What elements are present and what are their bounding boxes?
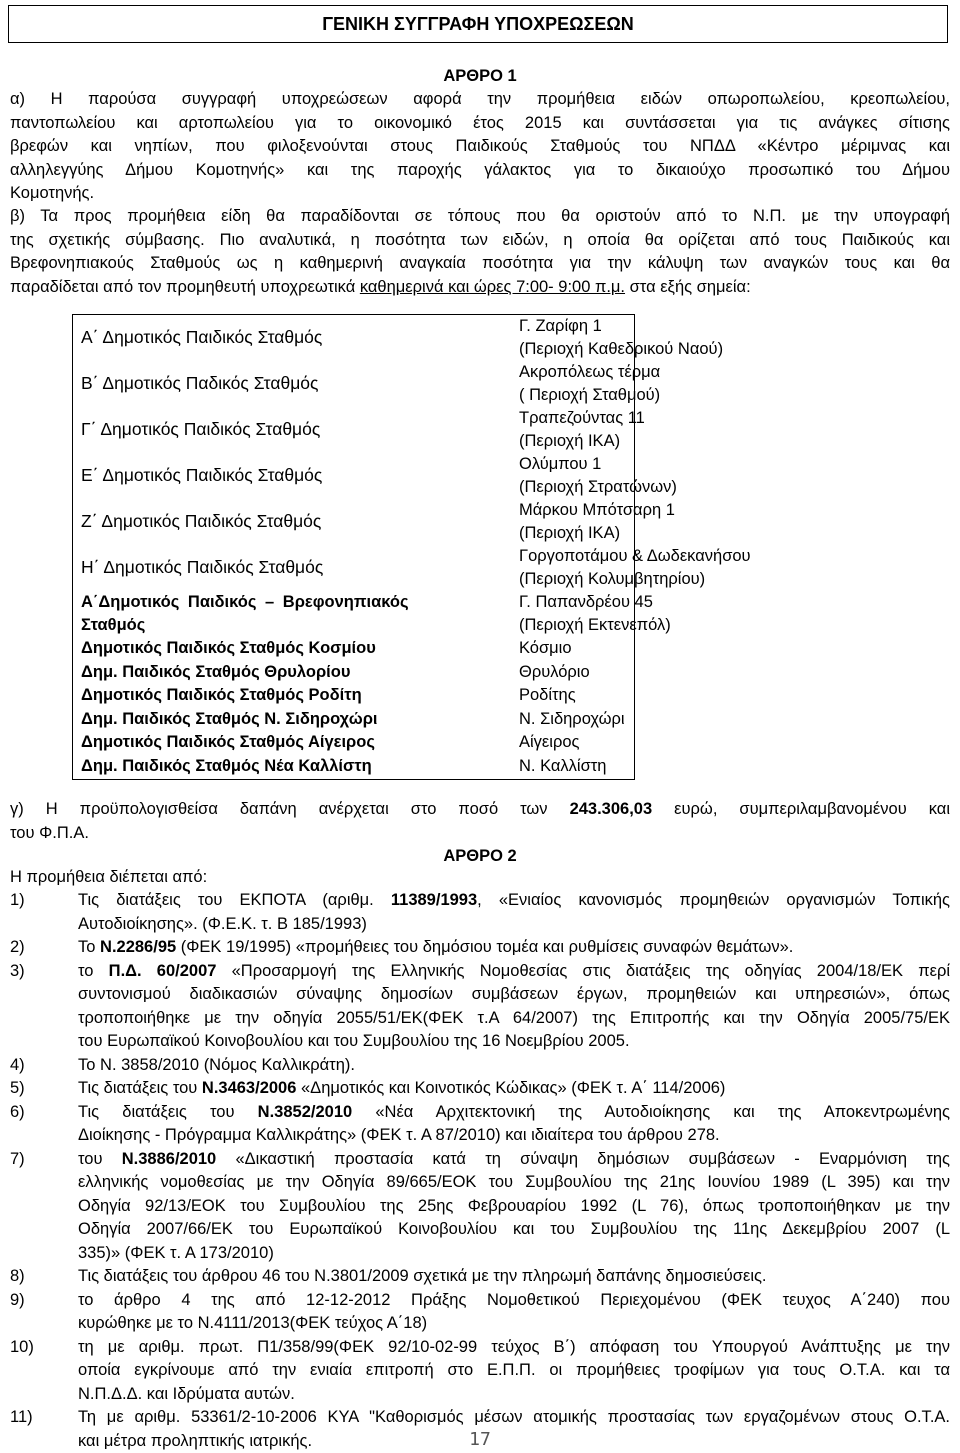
item-line [78,1101,950,1125]
item-line [78,1077,950,1101]
station-area: (Περιοχή Στρατώνων) [519,476,819,500]
station-address: Γ. Παπανδρέου 45 [519,591,819,615]
station-address: Ακροπόλεως τέρμα [519,361,819,385]
paragraph-a [10,88,950,206]
station-address: Μάρκου Μπότσαρη 1 [519,499,819,523]
paragraph-line: Κομοτηνής. [10,182,950,206]
text-run: στα εξής σημεία: [625,278,751,296]
paragraph-b [10,205,950,299]
station-area: (Περιοχή Κολυμβητηρίου) [519,568,819,592]
item-line: κυρώθηκε με το Ν.4111/2013(ΦΕΚ τεύχος Α΄18) [78,1312,950,1336]
text-run: το [78,962,109,980]
list-item [10,1077,950,1101]
station-place: Θρυλόριο [519,661,819,685]
station-name: Η΄ Δημοτικός Παιδικός Σταθμός [81,556,486,580]
article-1-heading: ΑΡΘΡΟ 1 [0,65,960,89]
station-name-cont: Σταθμός [81,614,486,638]
station-name: Δημοτικός Παιδικός Σταθμός Ροδίτη [81,684,486,708]
list-number: 7) [10,1148,25,1172]
station-name: Δημ. Παιδικός Σταθμός Νέα Καλλίστη [81,755,486,779]
list-item [10,1336,950,1407]
text-run: Τις διατάξεις του [78,1103,258,1121]
paragraph-line: παντοπωλείου και αρτοπωλείου για το οικονομικό έτος 2015 και συντάσσεται για τις ανάγκες σίτισης [10,112,950,136]
station-name: Δημ. Παιδικός Σταθμός Θρυλορίου [81,661,486,685]
text-run: (ΦΕΚ 19/1995) «προμήθειες του δημόσιου τομέα και ρυθμίσεις συναφών θεμάτων». [176,938,793,956]
station-area: (Περιοχή Καθεδρικού Ναού) [519,338,819,362]
list-item [10,1148,950,1266]
station-name: Α΄Δημοτικός Παιδικός – Βρεφονηπιακός [81,591,486,615]
text-run: Τις διατάξεις του ΕΚΠΟΤΑ (αριθμ. [78,891,391,909]
text-run: Τις διατάξεις του [78,1079,202,1097]
text-run: παραδίδεται από τον προμηθευτή υποχρεωτικά [10,278,360,296]
station-address: Τραπεζούντας 11 [519,407,819,431]
law-ref: 11389/1993 [391,891,477,909]
station-name: Α΄ Δημοτικός Παιδικός Σταθμός [81,326,486,350]
list-number: 10) [10,1336,34,1360]
paragraph-line: β) Τα προς προμήθεια είδη θα παραδίδονται σε τόπους που θα οριστούν από το Ν.Π. με την υπογραφή [10,205,950,229]
paragraph-line: αλληλεγγύης Δήμου Κομοτηνής» και της παροχής γάλακτος για το δικαιούχο προσωπικό του Δήμου [10,159,950,183]
paragraph-line [10,798,950,822]
law-ref: Ν.3886/2010 [122,1150,217,1168]
paragraph-line: της σχετικής σύμβασης. Πιο αναλυτικά, η ποσότητα των ειδών, η οποία θα ορίζεται από τους Παιδικούς και [10,229,950,253]
law-ref: Ν.3852/2010 [258,1103,353,1121]
item-line [78,936,950,960]
item-line: ελληνικής νομοθεσίας με την Οδηγία 89/665/ΕΟΚ του Συμβουλίου της 21ης Ιουνίου 1989 (L 395) και την [78,1171,950,1195]
station-name: Γ΄ Δημοτικός Παιδικός Σταθμός [81,418,486,442]
list-number: 6) [10,1101,25,1125]
list-item [10,1054,950,1078]
paragraph-line: α) Η παρούσα συγγραφή υποχρεώσεων αφορά την προμήθεια ειδών οπωροπωλείου, κρεοπωλείου, [10,88,950,112]
paragraph-line: Βρεφονηπιακούς Σταθμούς ως η καθημερινή αναγκαία ποσότητα για την κάλυψη των αναγκών τους και θα [10,252,950,276]
list-number: 1) [10,889,25,913]
station-place: Ροδίτης [519,684,819,708]
law-ref: Ν.2286/95 [100,938,176,956]
text-run: του [78,1150,122,1168]
station-area: (Περιοχή ΙΚΑ) [519,522,819,546]
list-number: 2) [10,936,25,960]
list-item [10,1265,950,1289]
law-ref: Π.Δ. 60/2007 [109,962,217,980]
text-run: , «Ενιαίος κανονισμός προμηθειών οργανισμών Τοπικής [477,891,950,909]
item-line: Τη με αριθμ. 53361/2-10-2006 ΚΥΑ "Καθορισμός μέσων ατομικής προστασίας των εργαζομένων στους Ο.Τ.Α. [78,1406,950,1430]
text-run: «Δημοτικός και Κοινοτικός Κώδικας» (ΦΕΚ τ. Α΄ 114/2006) [296,1079,725,1097]
station-address: Ολύμπου 1 [519,453,819,477]
item-line: Οδηγία 2007/66/ΕΚ του Ευρωπαϊκού Κοινοβουλίου και του Συμβουλίου της 11ης Δεκεμβρίου 2007 (L [78,1218,950,1242]
delivery-hours: καθημερινά και ώρες 7:00- 9:00 π.μ. [360,278,625,296]
text-run: «Δικαστική προστασία κατά τη σύναψη δημόσιων συμβάσεων - Εναρμόνιση της [216,1150,950,1168]
station-area: (Περιοχή Εκτενεπόλ) [519,614,819,638]
item-line: τη με αριθμ. πρωτ. Π1/358/99(ΦΕΚ 92/10-02-99 τεύχος Β΄) απόφαση του Υπουργού Ανάπτυξης με την [78,1336,950,1360]
text-run: «Προσαρμογή της Ελληνικής Νομοθεσίας στις διατάξεις της οδηγίας 2004/18/ΕΚ περί [216,962,950,980]
delivery-points-table [72,314,635,780]
page-number: 17 [0,1428,960,1452]
list-item [10,960,950,1054]
text-run: ευρώ, συμπεριλαμβανομένου και [652,800,950,818]
station-area: (Περιοχή ΙΚΑ) [519,430,819,454]
text-run: «Νέα Αρχιτεκτονική της Αυτοδιοίκησης και της Αποκεντρωμένης [352,1103,950,1121]
item-line: Ν.Π.Δ.Δ. και Ιδρύματα αυτών. [78,1383,950,1407]
list-item [10,889,950,936]
list-number: 9) [10,1289,25,1313]
paragraph-c [10,798,950,845]
list-number: 5) [10,1077,25,1101]
item-line: του Ευρωπαϊκού Κοινοβουλίου και του Συμβουλίου της 16 Νοεμβρίου 2005. [78,1030,950,1054]
item-line: οποία εγκρίνουμε από την ενιαία επιτροπή στο Ε.Π.Π. οι προμήθειες τροφίμων για τους Ο.Τ.Α. και τα [78,1359,950,1383]
list-number: 3) [10,960,25,984]
station-name: Ζ΄ Δημοτικός Παιδικός Σταθμός [81,510,486,534]
item-line: το άρθρο 4 της από 12-12-2012 Πράξης Νομοθετικού Περιεχομένου (ΦΕΚ τευχος Α΄240) που [78,1289,950,1313]
station-name: Δημοτικός Παιδικός Σταθμός Κοσμίου [81,637,486,661]
text-run: Το [78,938,100,956]
list-number: 4) [10,1054,25,1078]
item-line: και μέτρα προληπτικής ιατρικής. [78,1430,950,1453]
item-line: 335)» (ΦΕΚ τ. Α 173/2010) [78,1242,950,1266]
list-item [10,1289,950,1336]
paragraph-line: βρεφών και νηπίων, που φιλοξενούνται στους Παιδικούς Σταθμούς του ΝΠΔΔ «Κέντρο μέριμνας και [10,135,950,159]
document-title: ΓΕΝΙΚΗ ΣΥΓΓΡΑΦΗ ΥΠΟΧΡΕΩΣΕΩΝ [8,5,948,43]
station-area: ( Περιοχή Σταθμού) [519,384,819,408]
station-name: Δημ. Παιδικός Σταθμός Ν. Σιδηροχώρι [81,708,486,732]
list-number: 11) [10,1406,33,1430]
item-line: Οδηγία 92/13/ΕΟΚ του Συμβουλίου της 25ης Φεβρουαρίου 1992 (L 76), όπως τροποποιήθηκαν με την [78,1195,950,1219]
station-place: Αίγειρος [519,731,819,755]
paragraph-line [10,276,950,300]
station-address: Γ. Ζαρίφη 1 [519,315,819,339]
budget-amount: 243.306,03 [570,800,653,818]
item-line [78,1148,950,1172]
list-item [10,936,950,960]
paragraph-line: του Φ.Π.Α. [10,822,950,846]
station-name: Δημοτικός Παιδικός Σταθμός Αίγειρος [81,731,486,755]
text-run: γ) Η προϋπολογισθείσα δαπάνη ανέρχεται στο ποσό των [10,800,570,818]
article-2-intro: Η προμήθεια διέπεται από: [10,866,207,890]
list-number: 8) [10,1265,25,1289]
station-place: Ν. Σιδηροχώρι [519,708,819,732]
station-place: Ν. Καλλίστη [519,755,819,779]
item-line: συντονισμού διαδικασιών σύναψης δημοσίων συμβάσεων έργων, προμηθειών και υπηρεσιών», όπως [78,983,950,1007]
article-2-heading: ΑΡΘΡΟ 2 [0,845,960,869]
item-line: Διοίκησης - Πρόγραμμα Καλλικράτης» (ΦΕΚ τ. Α 87/2010) και ιδιαίτερα του άρθρου 278. [78,1124,950,1148]
station-name: Ε΄ Δημοτικός Παιδικός Σταθμός [81,464,486,488]
list-item [10,1101,950,1148]
item-line: Το Ν. 3858/2010 (Νόμος Καλλικράτη). [78,1054,950,1078]
item-line: Αυτοδιοίκησης». (Φ.Ε.Κ. τ. Β 185/1993) [78,913,950,937]
station-address: Γοργοποτάμου & Δωδεκανήσου [519,545,819,569]
item-line: τροποποιήθηκε με την οδηγία 2055/51/ΕΚ(ΦΕΚ τ.Α 64/2007) της Επιτροπής και την Οδηγία 2005/75/ΕΚ [78,1007,950,1031]
item-line [78,960,950,984]
station-place: Κόσμιο [519,637,819,661]
legislation-list [10,889,950,1453]
item-line: Τις διατάξεις του άρθρου 46 του Ν.3801/2009 σχετικά με την πληρωμή δαπάνης δημοσιεύσεις. [78,1265,950,1289]
item-line [78,889,950,913]
law-ref: Ν.3463/2006 [202,1079,297,1097]
station-name: Β΄ Δημοτικός Παδικός Σταθμός [81,372,486,396]
